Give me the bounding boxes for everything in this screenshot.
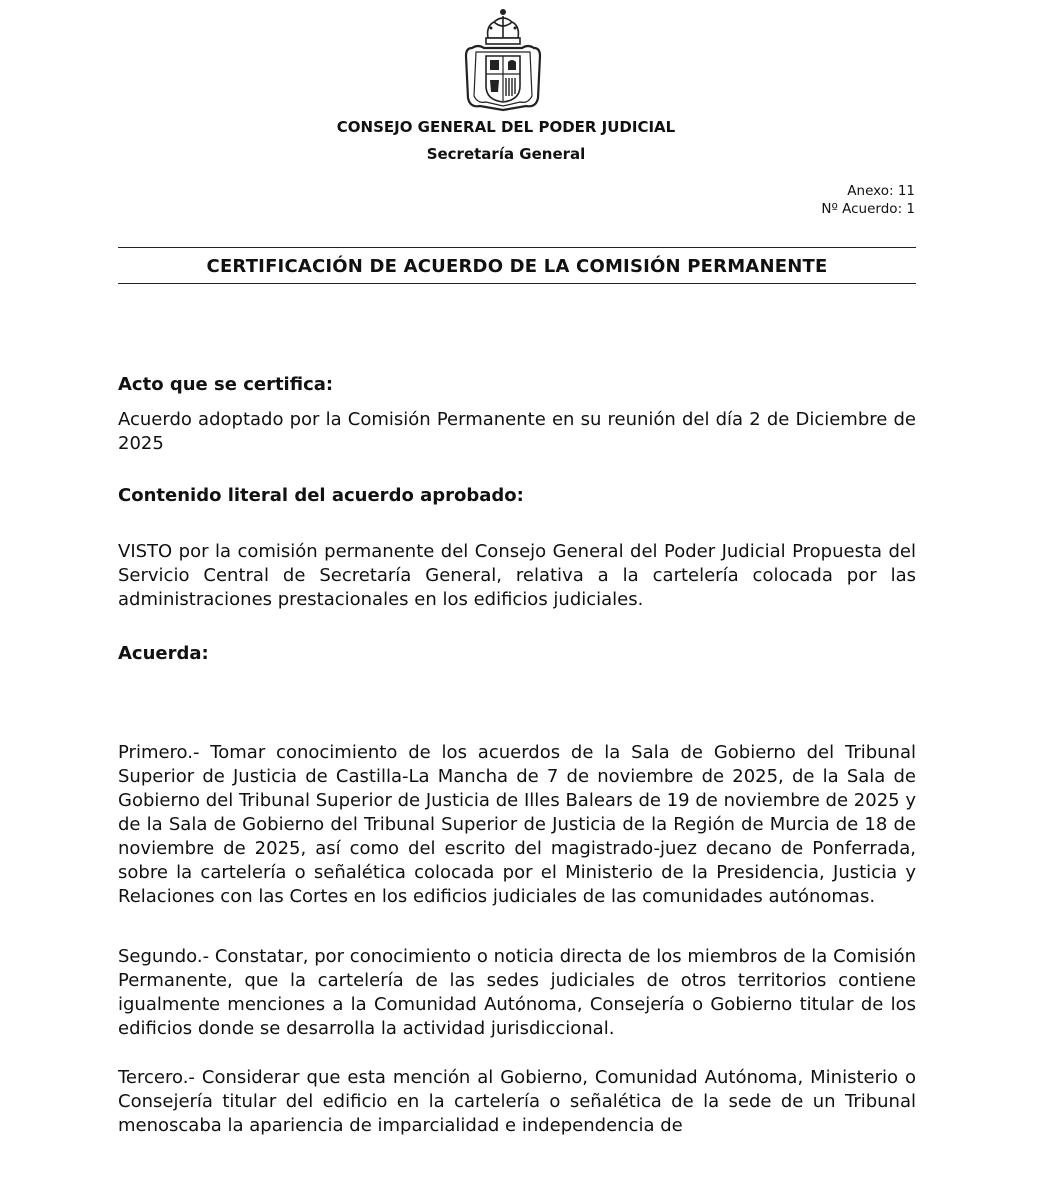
acto-paragraph	[118, 408, 916, 456]
primero-text: Primero.- Tomar conocimiento de los acuerdos de la Sala de Gobierno del Tribunal Superior de Justicia de Castilla-La Mancha de 7 de noviembre de 2025, de la Sala de Gobierno del Tribunal Superior de Justicia de Illes Balears de 19 de noviembre de 2025 y de la Sala de Gobierno del Tribunal Superior de Justicia de la Región de Murcia de 18 de noviembre de 2025, así como del escrito del magistrado-juez decano de Ponferrada, sobre la cartelería o señalética colocada por el Ministerio de la Presidencia, Justicia y Relaciones con las Cortes en los edificios judiciales de las comunidades autónomas.	[118, 742, 916, 907]
acto-text: Acuerdo adoptado por la Comisión Permanente en su reunión del día 2 de Diciembre de 2025	[118, 409, 916, 454]
tercero-text: Tercero.- Considerar que esta mención al Gobierno, Comunidad Autónoma, Ministerio o Consejería titular del edificio en la cartelería o señalética de la sede de un Tribunal menoscaba la apariencia de imparcialidad e independencia de	[118, 1067, 916, 1136]
section-heading-contenido: Contenido literal del acuerdo aprobado:	[118, 485, 524, 506]
tercero-paragraph	[118, 1066, 916, 1138]
visto-paragraph	[118, 540, 916, 612]
coat-of-arms-emblem	[458, 8, 548, 112]
department-name: Secretaría General	[426, 145, 586, 163]
annex-number: Anexo: 11	[847, 183, 915, 199]
title-bottom-rule	[118, 283, 916, 284]
section-heading-acuerda: Acuerda:	[118, 643, 209, 664]
section-heading-acto: Acto que se certifica:	[118, 374, 334, 395]
visto-text: VISTO por la comisión permanente del Consejo General del Poder Judicial Propuesta del Servicio Central de Secretaría General, relativa a la cartelería colocada por las administraciones prestacionales en los edificios judiciales.	[118, 541, 916, 610]
segundo-text: Segundo.- Constatar, por conocimiento o noticia directa de los miembros de la Comisión Permanente, que la cartelería de las sedes judiciales de otros territorios contiene igualmente menciones a la Comunidad Autónoma, Consejería o Gobierno titular de los edificios donde se desarrolla la actividad jurisdiccional.	[118, 946, 916, 1039]
segundo-paragraph	[118, 945, 916, 1041]
organization-name: CONSEJO GENERAL DEL PODER JUDICIAL	[336, 118, 676, 136]
agreement-number: Nº Acuerdo: 1	[821, 201, 915, 217]
title-top-rule	[118, 247, 916, 248]
primero-paragraph	[118, 741, 916, 909]
document-title: CERTIFICACIÓN DE ACUERDO DE LA COMISIÓN PERMANENTE	[206, 256, 828, 277]
